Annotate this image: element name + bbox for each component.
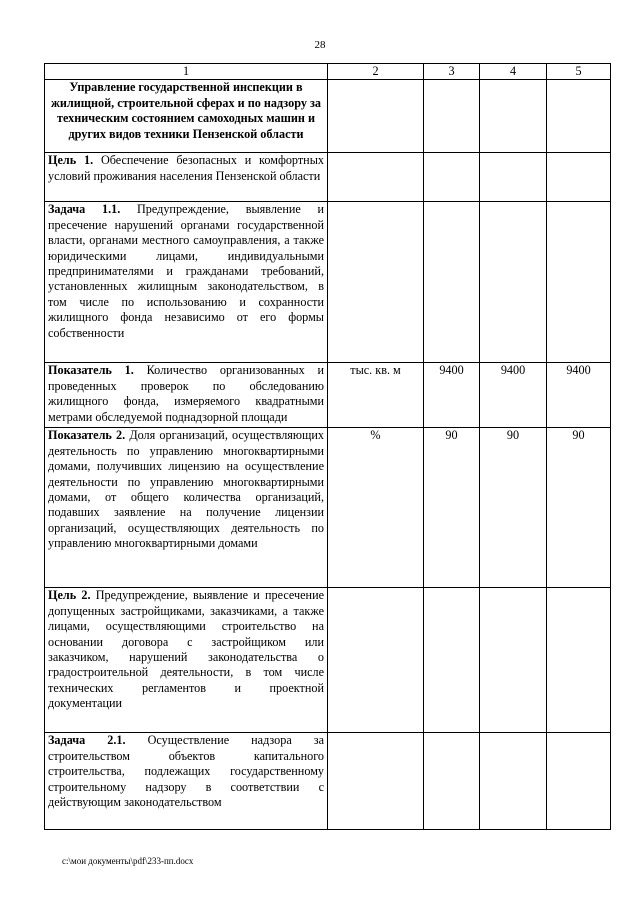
agency-title: Управление государственной инспекции в жилищной, строительной сферах и по надзору за техническим состоянием самоходных машин и других видов техники Пензенской области [51, 80, 321, 141]
row-value-3 [424, 153, 480, 202]
row-description [45, 202, 328, 363]
table-row [45, 153, 611, 202]
row-unit [328, 733, 424, 830]
row-value-5 [547, 202, 611, 363]
row-value-5 [547, 733, 611, 830]
table-row [45, 733, 611, 830]
header-col-1: 1 [45, 64, 328, 80]
row-description [45, 153, 328, 202]
table-row [45, 80, 611, 153]
row-label: Задача 2.1. [48, 733, 126, 748]
table-row [45, 588, 611, 733]
header-col-2: 2 [328, 64, 424, 80]
row-text: Обеспечение безопасных и комфортных условий проживания населения Пензенской области [48, 153, 324, 183]
header-col-5: 5 [547, 64, 611, 80]
row-value-4 [480, 733, 547, 830]
header-col-3: 3 [424, 64, 480, 80]
row-value-3: 9400 [424, 363, 480, 428]
row-description [45, 428, 328, 588]
row-value-4 [480, 80, 547, 153]
row-unit: % [328, 428, 424, 588]
row-label: Показатель 1. [48, 363, 134, 378]
row-label: Цель 2. [48, 588, 91, 603]
row-label: Задача 1.1. [48, 202, 121, 217]
row-text: Предупреждение, выявление и пресечение нарушений органами государственной власти, органами местного самоуправления, а также юридическими лицами, индивидуальными предпринимателями и гражданами требований, установленных жилищным законодательством, в том числе по использованию и сохранности жилищного фонда независимо от его формы собственности [48, 202, 325, 340]
row-value-5 [547, 153, 611, 202]
row-value-3 [424, 733, 480, 830]
row-value-5: 9400 [547, 363, 611, 428]
row-description [45, 588, 328, 733]
row-value-5: 90 [547, 428, 611, 588]
row-description [45, 733, 328, 830]
page-number: 28 [314, 39, 326, 51]
indicators-table [44, 63, 611, 830]
row-value-4 [480, 588, 547, 733]
row-value-3: 90 [424, 428, 480, 588]
row-value-3 [424, 588, 480, 733]
row-label: Цель 1. [48, 153, 94, 168]
row-text: Осуществление надзора за строительством объектов капитального строительства, подлежащих государственному строительному надзору в соответствии с действующим законодательством [48, 733, 325, 810]
footer-file-path: c:\мои документы\pdf\233-пп.docx [62, 856, 194, 866]
row-unit [328, 80, 424, 153]
table-row [45, 202, 611, 363]
row-value-4: 9400 [480, 363, 547, 428]
table-row [45, 428, 611, 588]
header-col-4: 4 [480, 64, 547, 80]
row-value-3 [424, 202, 480, 363]
row-text: Предупреждение, выявление и пресечение допущенных застройщиками, заказчиками, а также лицами, осуществляющими строительство на основании договора с застройщиком или заказчиком, нарушений законодательства о градостроительной деятельности, в том числе технических регламентов и проектной документации [48, 588, 324, 711]
row-unit [328, 202, 424, 363]
row-unit: тыс. кв. м [328, 363, 424, 428]
row-value-4 [480, 202, 547, 363]
row-value-5 [547, 80, 611, 153]
table-header-row [45, 64, 611, 80]
row-label: Показатель 2. [48, 428, 126, 443]
row-description [45, 80, 328, 153]
row-value-4: 90 [480, 428, 547, 588]
row-unit [328, 153, 424, 202]
table-row [45, 363, 611, 428]
row-unit [328, 588, 424, 733]
row-value-3 [424, 80, 480, 153]
row-value-5 [547, 588, 611, 733]
row-text: Количество организованных и проведенных проверок по обследованию жилищного фонда, измеряемого квадратными метрами обследуемой поднадзорной площади [48, 363, 325, 424]
row-value-4 [480, 153, 547, 202]
row-description [45, 363, 328, 428]
row-text: Доля организаций, осуществляющих деятельность по управлению многоквартирными домами, получивших лицензию на осуществление деятельности по управлению многоквартирными домами, от общего количества организаций, подавших заявление на получение лицензии организаций, осуществляющих деятельность по управлению многоквартирными домами [48, 428, 324, 551]
